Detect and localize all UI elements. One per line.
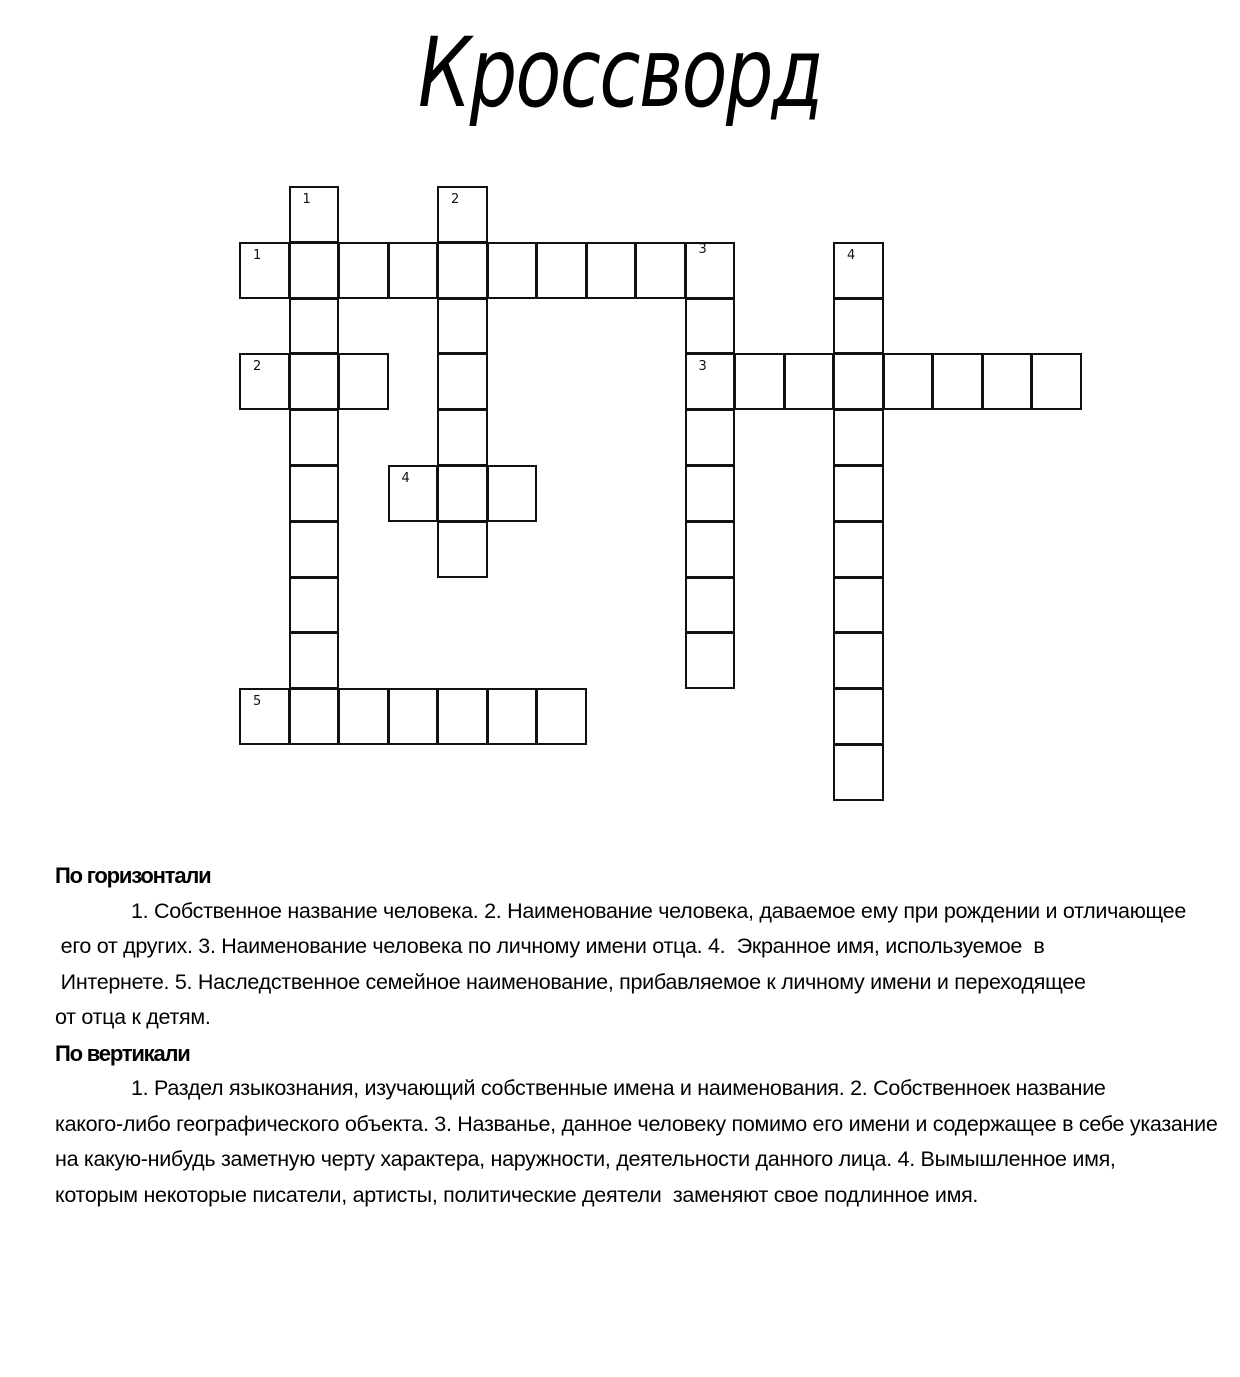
crossword-cell[interactable] — [437, 242, 488, 299]
crossword-cell[interactable] — [586, 242, 637, 299]
crossword-cell[interactable] — [833, 298, 884, 355]
clue-number: 3 — [698, 359, 707, 375]
crossword-cell[interactable] — [388, 465, 439, 522]
crossword-cell[interactable] — [883, 353, 934, 410]
crossword-cell[interactable] — [685, 242, 736, 299]
crossword-cell[interactable] — [437, 353, 488, 410]
clue-number: 1 — [253, 247, 262, 263]
across-clue-line: 1. Собственное название человека. 2. Наименование человека, даваемое ему при рождении и отличающее — [131, 898, 1186, 923]
clue-number: 2 — [253, 359, 262, 375]
crossword-cell[interactable] — [289, 577, 340, 634]
clue-number: 2 — [451, 192, 460, 207]
across-clue-line: его от других. 3. Наименование человека по личному имени отца. 4. Экранное имя, используемое в — [55, 934, 1045, 958]
crossword-cell[interactable] — [437, 298, 488, 355]
crossword-cell[interactable] — [685, 632, 736, 689]
crossword-cell[interactable] — [289, 632, 340, 689]
crossword-cell[interactable] — [289, 409, 340, 466]
clue-number: 1 — [302, 192, 311, 207]
crossword-cell[interactable] — [487, 465, 538, 522]
crossword-cell[interactable] — [833, 353, 884, 410]
crossword-cell[interactable] — [685, 298, 736, 355]
page-title: Кроссворд — [417, 17, 823, 129]
crossword-cell[interactable] — [338, 242, 389, 299]
crossword-cell[interactable] — [833, 577, 884, 634]
down-clue-line: на какую-нибудь заметную черту характера, наружности, деятельности данного лица. 4. Вымышленное имя, — [55, 1147, 1116, 1171]
clue-number: 5 — [253, 694, 262, 710]
crossword-cell[interactable] — [685, 521, 736, 578]
crossword-cell[interactable] — [536, 242, 587, 299]
crossword-cell[interactable] — [784, 353, 835, 410]
crossword-cell[interactable] — [289, 465, 340, 522]
crossword-cell[interactable] — [239, 688, 290, 745]
crossword-cell[interactable] — [289, 688, 340, 745]
crossword-cell[interactable] — [833, 242, 884, 299]
crossword-cell[interactable] — [388, 242, 439, 299]
crossword-cell[interactable] — [734, 353, 785, 410]
crossword-cell[interactable] — [437, 688, 488, 745]
down-clue-line: 1. Раздел языкознания, изучающий собственные имена и наименования. 2. Собственноек название — [131, 1076, 1106, 1100]
crossword-cell[interactable] — [289, 298, 340, 355]
across-clue-line: от отца к детям. — [55, 1005, 211, 1029]
crossword-cell[interactable] — [487, 242, 538, 299]
crossword-cell[interactable] — [289, 353, 340, 410]
crossword-cell[interactable] — [536, 688, 587, 745]
crossword-cell[interactable] — [685, 353, 736, 410]
down-clue-line: какого-либо географического объекта. 3. Названье, данное человеку помимо его имени и содержащее в себе указание — [55, 1111, 1218, 1136]
crossword-cell[interactable] — [685, 409, 736, 466]
down-heading: По вертикали — [55, 1040, 190, 1066]
crossword-cell[interactable] — [1031, 353, 1082, 410]
down-clue-line: которым некоторые писатели, артисты, политические деятели заменяют свое подлинное имя. — [55, 1182, 979, 1207]
crossword-cell[interactable] — [239, 353, 290, 410]
across-heading: По горизонтали — [55, 863, 211, 888]
clues-section — [55, 858, 1235, 1213]
crossword-cell[interactable] — [833, 744, 884, 801]
crossword-cell[interactable] — [388, 688, 439, 745]
crossword-cell[interactable] — [437, 465, 488, 522]
crossword-cell[interactable] — [685, 577, 736, 634]
crossword-cell[interactable] — [338, 353, 389, 410]
crossword-cell[interactable] — [289, 521, 340, 578]
clue-number: 3 — [698, 241, 707, 257]
crossword-cell[interactable] — [932, 353, 983, 410]
clue-number: 4 — [847, 247, 856, 263]
crossword-cell[interactable] — [833, 465, 884, 522]
crossword-cell[interactable] — [437, 186, 488, 243]
crossword-cell[interactable] — [437, 521, 488, 578]
crossword-cell[interactable] — [833, 632, 884, 689]
crossword-cell[interactable] — [833, 688, 884, 745]
crossword-cell[interactable] — [289, 242, 340, 299]
crossword-cell[interactable] — [635, 242, 686, 299]
crossword-cell[interactable] — [289, 186, 340, 243]
crossword-cell[interactable] — [487, 688, 538, 745]
crossword-cell[interactable] — [437, 409, 488, 466]
clue-number: 4 — [401, 471, 410, 486]
across-clue-line: Интернете. 5. Наследственное семейное наименование, прибавляемое к личному имени и переходящее — [55, 969, 1086, 994]
crossword-cell[interactable] — [338, 688, 389, 745]
crossword-cell[interactable] — [982, 353, 1033, 410]
crossword-cell[interactable] — [685, 465, 736, 522]
crossword-cell[interactable] — [833, 521, 884, 578]
crossword-cell[interactable] — [239, 242, 290, 299]
crossword-cell[interactable] — [833, 409, 884, 466]
